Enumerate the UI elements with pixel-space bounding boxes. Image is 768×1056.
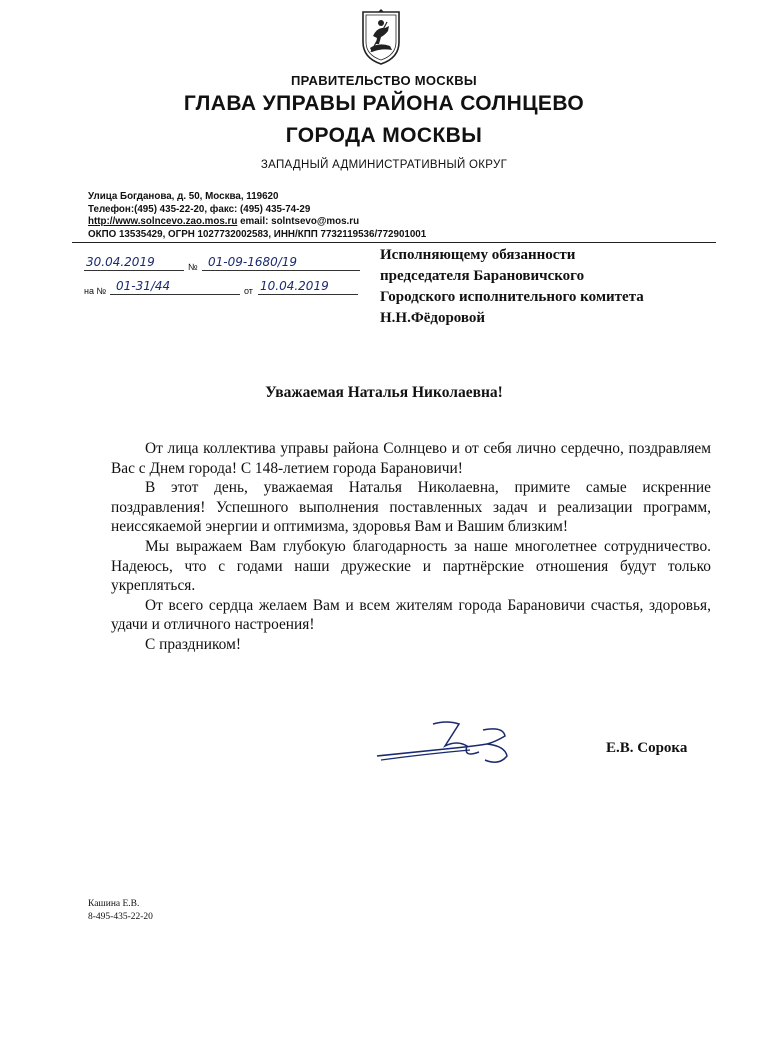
- signer-name: Е.В. Сорока: [606, 740, 688, 756]
- reference-number: 01-31/44: [116, 279, 171, 293]
- moscow-coat-of-arms-icon: [359, 8, 403, 66]
- organization-title: ГЛАВА УПРАВЫ РАЙОНА СОЛНЦЕВО: [183, 92, 585, 115]
- addressee-line-4: Н.Н.Фёдоровой: [380, 310, 486, 326]
- email-label: email:: [240, 216, 269, 227]
- executor-phone: 8-495-435-22-20: [88, 912, 153, 922]
- phone-line: Телефон:(495) 435-22-20, факс: (495) 435-74-29: [88, 204, 311, 215]
- header-divider: [72, 242, 716, 243]
- outgoing-date-field: [84, 256, 184, 271]
- reference-date-field: [258, 280, 358, 295]
- email-link[interactable]: solntsevo@mos.ru: [271, 216, 360, 227]
- reference-date-label: от: [244, 286, 253, 296]
- letter-paragraph: От всего сердца желаем Вам и всем жителям города Барановичи счастья, здоровья, удачи и отличного настроения!: [111, 596, 711, 634]
- outgoing-number-field: [202, 256, 360, 271]
- executor-name: Кашина Е.В.: [88, 899, 140, 909]
- letter-closing: С праздником!: [145, 635, 241, 653]
- letter-paragraph: От лица коллектива управы района Солнцево и от себя лично сердечно, поздравляем Вас с Днем города! С 148-летием города Барановичи!: [111, 440, 711, 477]
- addressee-line-3: Городского исполнительного комитета: [380, 289, 644, 305]
- salutation: Уважаемая Наталья Николаевна!: [265, 384, 503, 401]
- registry-codes: ОКПО 13535429, ОГРН 1027732002583, ИНН/КПП 7732119536/772901001: [88, 229, 427, 240]
- government-name: ПРАВИТЕЛЬСТВО МОСКВЫ: [291, 73, 477, 88]
- organization-title-city: ГОРОДА МОСКВЫ: [285, 124, 483, 147]
- district-name: ЗАПАДНЫЙ АДМИНИСТРАТИВНЫЙ ОКРУГ: [260, 159, 508, 171]
- addressee-line-2: председателя Барановичского: [380, 268, 585, 284]
- web-email-line: [88, 216, 359, 228]
- outgoing-number: 01-09-1680/19: [208, 255, 298, 269]
- letter-paragraph: В этот день, уважаемая Наталья Николаевна, примите самые искренние поздравления! Успешного выполнения поставленных задач и реализации программ, неиссякаемой энергии и оптимизма, здоровья Вам и Вашим близким!: [111, 479, 711, 536]
- address-line: Улица Богданова, д. 50, Москва, 119620: [88, 191, 279, 202]
- letter-body: [111, 439, 711, 655]
- letter-paragraph: Мы выражаем Вам глубокую благодарность за наше многолетнее сотрудничество. Надеюсь, что с годами наши дружеские и партнёрские отношения будут только укрепляться.: [111, 537, 711, 595]
- reference-number-field: [110, 280, 240, 295]
- outgoing-date: 30.04.2019: [86, 255, 155, 269]
- outgoing-number-label: №: [188, 262, 198, 272]
- reference-date: 10.04.2019: [260, 279, 329, 293]
- website-link[interactable]: http://www.solncevo.zao.mos.ru: [88, 216, 238, 227]
- reference-number-label: на №: [84, 286, 107, 296]
- addressee-line-1: Исполняющему обязанности: [380, 247, 576, 263]
- handwritten-signature: [375, 716, 525, 766]
